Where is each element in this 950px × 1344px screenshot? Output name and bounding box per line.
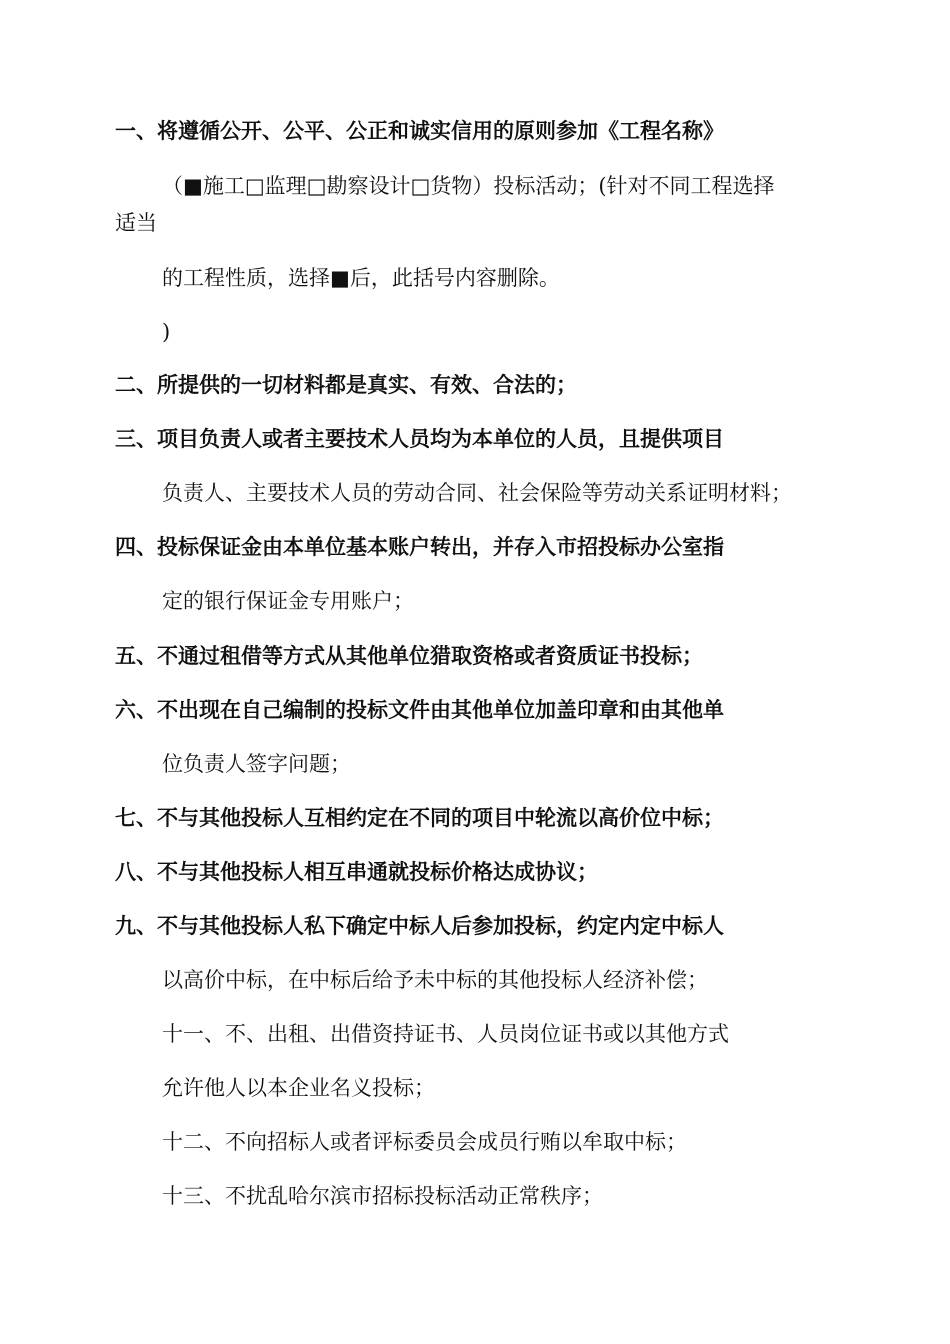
clause-11-line-2: 允许他人以本企业名义投标；	[162, 1076, 435, 1100]
clause-6-line-2: 位负责人签字问题；	[162, 752, 351, 776]
clause-3-line-1: 三、项目负责人或者主要技术人员均为本单位的人员，且提供项目	[115, 426, 724, 451]
clause-13: 十三、不扰乱哈尔滨市招标投标活动正常秩序；	[162, 1184, 603, 1208]
clause-4-line-1: 四、投标保证金由本单位基本账户转出，并存入市招投标办公室指	[115, 534, 724, 559]
clause-1-line-1: 一、将遵循公开、公平、公正和诚实信用的原则参加《工程名称》	[115, 118, 724, 143]
clause-1-line-5: )	[162, 320, 171, 344]
clause-9-line-1: 九、不与其他投标人私下确定中标人后参加投标，约定内定中标人	[115, 913, 724, 938]
clause-12: 十二、不向招标人或者评标委员会成员行贿以牟取中标；	[162, 1130, 687, 1154]
clause-1-line-3: 适当	[115, 211, 157, 235]
clause-1-line-4: 的工程性质，选择■后，此括号内容删除。	[162, 266, 560, 290]
clause-4-line-2: 定的银行保证金专用账户；	[162, 589, 414, 613]
clause-7: 七、不与其他投标人互相约定在不同的项目中轮流以高价位中标；	[115, 805, 724, 830]
clause-1-line-2: （■施工□监理□勘察设计□货物）投标活动；(针对不同工程选择	[162, 174, 775, 198]
clause-9-line-2: 以高价中标，在中标后给予未中标的其他投标人经济补偿；	[162, 968, 708, 992]
clause-3-line-2: 负责人、主要技术人员的劳动合同、社会保险等劳动关系证明材料；	[162, 481, 792, 505]
clause-5: 五、不通过租借等方式从其他单位猎取资格或者资质证书投标；	[115, 643, 703, 668]
clause-6-line-1: 六、不出现在自己编制的投标文件由其他单位加盖印章和由其他单	[115, 697, 724, 722]
clause-11-line-1: 十一、不、出租、出借资持证书、人员岗位证书或以其他方式	[162, 1022, 729, 1046]
clause-8: 八、不与其他投标人相互串通就投标价格达成协议；	[115, 859, 598, 884]
clause-2: 二、所提供的一切材料都是真实、有效、合法的；	[115, 372, 577, 397]
